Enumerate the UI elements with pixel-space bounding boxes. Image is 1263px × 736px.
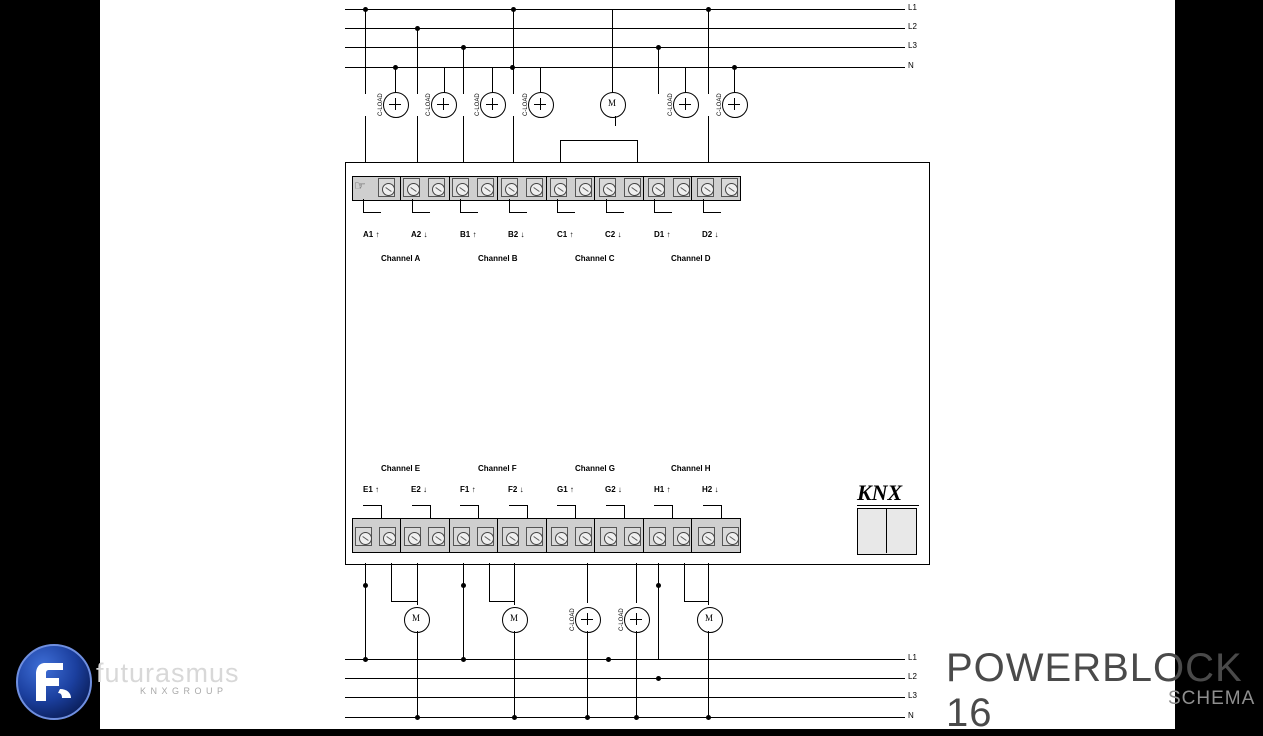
video-title: POWERBLOCK 16 xyxy=(946,646,1243,735)
channel-label-c: Channel C xyxy=(575,254,615,263)
load-leg xyxy=(636,631,637,717)
terminal-label-text: C2 xyxy=(605,230,616,239)
brand-subtitle: K N X G R O U P xyxy=(140,686,225,696)
junction-dot xyxy=(415,26,420,31)
knx-logo: KNX xyxy=(857,480,903,505)
bus-line-l3-top xyxy=(345,47,905,48)
load-glyph xyxy=(734,98,735,110)
motor-leg xyxy=(684,601,709,602)
load-label: C-LOAD xyxy=(717,93,723,116)
load-leg xyxy=(708,631,709,717)
drop-wire xyxy=(463,47,464,94)
bus-line-l2-bottom xyxy=(345,678,905,679)
drop-wire xyxy=(463,563,464,660)
screw-terminal[interactable] xyxy=(502,527,519,546)
load-glyph xyxy=(587,613,588,625)
terminal-label-d2 xyxy=(702,230,718,239)
junction-dot xyxy=(606,657,611,662)
bus-label-n-top: N xyxy=(908,61,914,70)
terminal-label-d1 xyxy=(654,230,670,239)
drop-wire xyxy=(391,563,392,601)
load-symbol xyxy=(383,92,409,118)
knx-connector xyxy=(857,508,917,555)
terminal-arrow: ↑ xyxy=(375,485,380,494)
screw-terminal[interactable] xyxy=(697,178,714,197)
junction-dot xyxy=(363,7,368,12)
hand-icon: ☞ xyxy=(354,178,366,193)
screw-terminal[interactable] xyxy=(428,527,445,546)
terminal-label-a2 xyxy=(411,230,427,239)
terminal-label-h1 xyxy=(654,485,670,494)
screw-terminal[interactable] xyxy=(575,178,592,197)
channel-label-a: Channel A xyxy=(381,254,421,263)
terminal-label-text: H1 xyxy=(654,485,665,494)
terminal-arrow: ↑ xyxy=(569,485,574,494)
load-symbol xyxy=(722,92,748,118)
screw-terminal[interactable] xyxy=(673,178,690,197)
bus-label-l1-top: L1 xyxy=(908,3,917,12)
motor-label: M xyxy=(705,613,714,623)
terminal-arrow: ↓ xyxy=(423,485,428,494)
load-symbol xyxy=(624,607,650,633)
terminal-hook xyxy=(654,199,655,212)
bus-label-l1-bottom: L1 xyxy=(908,653,917,662)
bus-line-l3-bottom xyxy=(345,697,905,698)
load-symbol xyxy=(528,92,554,118)
terminal-hook xyxy=(363,199,364,212)
terminal-arrow: ↑ xyxy=(666,230,671,239)
bus-line-l1-bottom xyxy=(345,659,905,660)
junction-dot xyxy=(585,715,590,720)
terminal-label-text: G1 xyxy=(557,485,568,494)
load-leg xyxy=(708,116,709,162)
drop-wire xyxy=(489,563,490,601)
junction-dot xyxy=(363,583,368,588)
screw-terminal[interactable] xyxy=(378,178,395,197)
schematic-sheet xyxy=(100,0,1175,729)
terminal-hook xyxy=(654,505,672,506)
drop-wire xyxy=(417,28,418,94)
bus-line-n-top xyxy=(345,67,905,68)
load-label: C-LOAD xyxy=(570,608,576,631)
bus-line-l1-top xyxy=(345,9,905,10)
terminal-hook xyxy=(509,199,510,212)
drop-wire xyxy=(658,563,659,660)
screw-terminal[interactable] xyxy=(624,527,641,546)
screw-terminal[interactable] xyxy=(501,178,518,197)
load-symbol xyxy=(673,92,699,118)
terminal-hook xyxy=(460,199,461,212)
junction-dot xyxy=(512,715,517,720)
junction-dot xyxy=(393,65,398,70)
bus-line-l2-top xyxy=(345,28,905,29)
terminal-hook xyxy=(624,505,625,518)
drop-wire xyxy=(417,563,418,605)
load-leg xyxy=(463,116,464,162)
junction-dot xyxy=(706,715,711,720)
terminal-label-text: A1 xyxy=(363,230,374,239)
terminal-label-g1 xyxy=(557,485,574,494)
junction-dot xyxy=(415,715,420,720)
junction-dot xyxy=(732,65,737,70)
junction-dot xyxy=(706,7,711,12)
terminal-hook xyxy=(703,505,721,506)
terminal-hook xyxy=(703,199,704,212)
channel-label-h: Channel H xyxy=(671,464,711,473)
junction-dot xyxy=(461,657,466,662)
terminal-hook xyxy=(606,212,624,213)
terminal-arrow: ↓ xyxy=(617,485,622,494)
screw-terminal[interactable] xyxy=(698,527,715,546)
terminal-label-a1 xyxy=(363,230,379,239)
load-leg xyxy=(587,631,588,717)
screw-terminal[interactable] xyxy=(404,527,421,546)
terminal-arrow: ↑ xyxy=(666,485,671,494)
terminal-label-b2 xyxy=(508,230,524,239)
channel-label-g: Channel G xyxy=(575,464,616,473)
terminal-hook xyxy=(363,212,381,213)
video-subtitle: SCHEMA xyxy=(1168,688,1256,709)
bus-label-l2-bottom: L2 xyxy=(908,672,917,681)
drop-wire xyxy=(444,67,445,94)
knx-connector-divider xyxy=(886,508,887,553)
load-leg xyxy=(365,116,366,162)
terminal-hook xyxy=(606,505,624,506)
load-glyph xyxy=(636,613,637,625)
motor-leg xyxy=(560,140,561,162)
bus-label-l3-top: L3 xyxy=(908,41,917,50)
drop-wire xyxy=(684,563,685,601)
junction-dot xyxy=(511,7,516,12)
junction-dot xyxy=(656,583,661,588)
junction-dot xyxy=(461,583,466,588)
screw-terminal[interactable] xyxy=(624,178,641,197)
junction-dot xyxy=(656,676,661,681)
screw-terminal[interactable] xyxy=(551,527,568,546)
drop-wire xyxy=(734,67,735,94)
channel-label-d: Channel D xyxy=(671,254,711,263)
load-glyph xyxy=(395,98,396,110)
terminal-hook xyxy=(509,212,527,213)
load-label: C-LOAD xyxy=(523,93,529,116)
terminal-hook xyxy=(509,505,527,506)
load-label: C-LOAD xyxy=(668,93,674,116)
junction-dot xyxy=(634,715,639,720)
drop-wire xyxy=(587,563,588,603)
screw-terminal[interactable] xyxy=(355,527,372,546)
load-symbol xyxy=(431,92,457,118)
motor-label: M xyxy=(608,98,617,108)
terminal-hook xyxy=(672,505,673,518)
drop-wire xyxy=(708,9,709,94)
terminal-label-text: E2 xyxy=(411,485,421,494)
drop-wire xyxy=(492,67,493,94)
terminal-label-text: D1 xyxy=(654,230,665,239)
drop-wire xyxy=(514,563,515,605)
drop-wire xyxy=(365,9,366,94)
screw-terminal[interactable] xyxy=(575,527,592,546)
terminal-hook xyxy=(527,505,528,518)
load-leg xyxy=(513,116,514,162)
futurasmus-logo-icon xyxy=(15,643,93,721)
terminal-label-text: G2 xyxy=(605,485,616,494)
screw-terminal[interactable] xyxy=(649,527,666,546)
motor-label: M xyxy=(412,613,421,623)
terminal-label-text: H2 xyxy=(702,485,713,494)
terminal-hook xyxy=(557,212,575,213)
terminal-hook xyxy=(721,505,722,518)
screw-terminal[interactable] xyxy=(673,527,690,546)
terminal-label-f2 xyxy=(508,485,524,494)
terminal-label-text: A2 xyxy=(411,230,422,239)
terminal-label-c2 xyxy=(605,230,621,239)
screw-terminal[interactable] xyxy=(452,178,469,197)
terminal-label-e2 xyxy=(411,485,427,494)
terminal-hook xyxy=(412,505,430,506)
terminal-hook xyxy=(654,212,672,213)
terminal-hook xyxy=(575,505,576,518)
junction-dot xyxy=(510,65,515,70)
channel-label-e: Channel E xyxy=(381,464,421,473)
load-glyph xyxy=(540,98,541,110)
motor-leg xyxy=(489,601,515,602)
terminal-label-text: D2 xyxy=(702,230,713,239)
junction-dot xyxy=(363,657,368,662)
brand-name: futurasmus xyxy=(96,658,240,688)
screw-terminal[interactable] xyxy=(599,178,616,197)
terminal-hook xyxy=(412,212,430,213)
terminal-arrow: ↓ xyxy=(714,485,719,494)
terminal-hook xyxy=(557,505,575,506)
terminal-hook xyxy=(606,199,607,212)
load-glyph xyxy=(443,98,444,110)
load-leg xyxy=(514,631,515,717)
junction-dot xyxy=(656,45,661,50)
terminal-arrow: ↑ xyxy=(471,485,476,494)
terminal-label-e1 xyxy=(363,485,379,494)
terminal-label-g2 xyxy=(605,485,622,494)
screw-terminal[interactable] xyxy=(477,527,494,546)
load-symbol xyxy=(480,92,506,118)
screw-terminal[interactable] xyxy=(403,178,420,197)
screw-terminal[interactable] xyxy=(600,527,617,546)
drop-wire xyxy=(658,47,659,94)
terminal-arrow: ↓ xyxy=(714,230,719,239)
screw-terminal[interactable] xyxy=(428,178,445,197)
bus-line-n-bottom xyxy=(345,717,905,718)
terminal-hook xyxy=(460,505,478,506)
terminal-arrow: ↓ xyxy=(519,485,524,494)
terminal-label-c1 xyxy=(557,230,573,239)
load-leg xyxy=(417,631,418,717)
motor-leg xyxy=(637,140,638,162)
load-label: C-LOAD xyxy=(378,93,384,116)
drop-wire xyxy=(636,563,637,603)
terminal-hook xyxy=(363,505,381,506)
load-label: C-LOAD xyxy=(475,93,481,116)
channel-label-f: Channel F xyxy=(478,464,517,473)
bus-label-n-bottom: N xyxy=(908,711,914,720)
junction-dot xyxy=(461,45,466,50)
terminal-hook xyxy=(557,199,558,212)
screw-terminal[interactable] xyxy=(526,178,543,197)
load-glyph xyxy=(492,98,493,110)
drop-wire xyxy=(708,563,709,605)
screw-terminal[interactable] xyxy=(721,178,738,197)
terminal-arrow: ↑ xyxy=(569,230,574,239)
screw-terminal[interactable] xyxy=(477,178,494,197)
device-body xyxy=(345,162,930,565)
motor-leg xyxy=(560,140,616,141)
terminal-arrow: ↓ xyxy=(617,230,622,239)
knx-underline xyxy=(857,505,919,506)
terminal-hook xyxy=(460,212,478,213)
terminal-label-text: B2 xyxy=(508,230,519,239)
terminal-label-b1 xyxy=(460,230,476,239)
channel-label-b: Channel B xyxy=(478,254,518,263)
load-leg xyxy=(417,116,418,162)
drop-wire xyxy=(685,67,686,94)
screw-terminal[interactable] xyxy=(379,527,396,546)
screw-terminal[interactable] xyxy=(453,527,470,546)
drop-wire xyxy=(612,9,613,94)
bus-label-l3-bottom: L3 xyxy=(908,691,917,700)
screw-terminal[interactable] xyxy=(550,178,567,197)
terminal-hook xyxy=(478,505,479,518)
terminal-hook xyxy=(412,199,413,212)
terminal-label-text: C1 xyxy=(557,230,568,239)
terminal-label-f1 xyxy=(460,485,476,494)
terminal-arrow: ↑ xyxy=(472,230,477,239)
motor-leg xyxy=(391,601,417,602)
terminal-hook xyxy=(381,505,382,518)
terminal-label-text: F1 xyxy=(460,485,470,494)
screw-terminal[interactable] xyxy=(648,178,665,197)
terminal-arrow: ↑ xyxy=(375,230,380,239)
terminal-label-text: F2 xyxy=(508,485,518,494)
terminal-label-text: E1 xyxy=(363,485,373,494)
drop-wire xyxy=(365,563,366,660)
drop-wire xyxy=(395,67,396,94)
terminal-label-text: B1 xyxy=(460,230,471,239)
motor-leg xyxy=(615,140,638,141)
load-glyph xyxy=(685,98,686,110)
load-label: C-LOAD xyxy=(426,93,432,116)
terminal-hook xyxy=(430,505,431,518)
terminal-arrow: ↓ xyxy=(520,230,525,239)
load-leg xyxy=(615,116,616,126)
terminal-hook xyxy=(703,212,721,213)
motor-label: M xyxy=(510,613,519,623)
load-symbol xyxy=(575,607,601,633)
terminal-label-h2 xyxy=(702,485,718,494)
terminal-arrow: ↓ xyxy=(423,230,428,239)
load-label: C-LOAD xyxy=(619,608,625,631)
screw-terminal[interactable] xyxy=(526,527,543,546)
drop-wire xyxy=(540,67,541,94)
drop-wire xyxy=(513,9,514,94)
bus-label-l2-top: L2 xyxy=(908,22,917,31)
screw-terminal[interactable] xyxy=(722,527,739,546)
